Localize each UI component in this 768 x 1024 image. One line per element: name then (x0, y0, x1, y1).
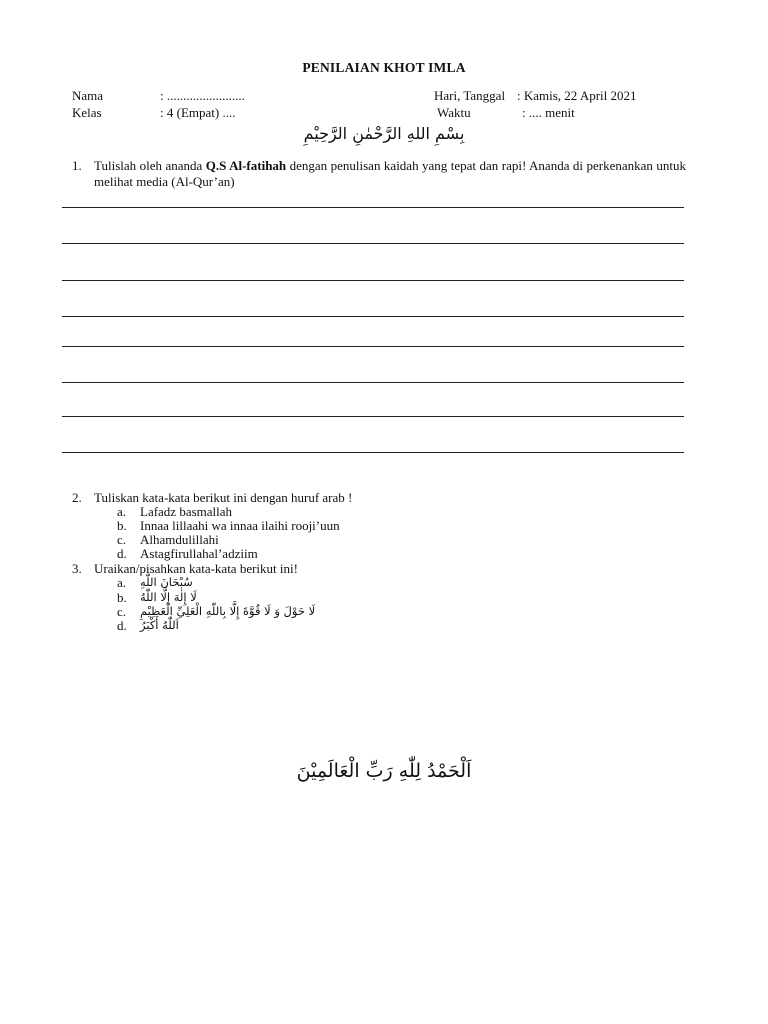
arabic-text: سُبْحَانَ اللّٰهِ (140, 575, 193, 589)
writing-line (62, 316, 684, 317)
writing-line (62, 346, 684, 347)
list-letter: a. (117, 575, 127, 590)
question-1-text-bold: Q.S Al-fatihah (205, 158, 287, 173)
question-1 (72, 158, 686, 190)
question-1-text (94, 158, 686, 190)
question-1-text-start: Tulislah oleh ananda (94, 158, 206, 173)
writing-line (62, 416, 684, 417)
kelas-value: : 4 (Empat) .... (160, 105, 236, 120)
nama-label: Nama (72, 88, 104, 103)
waktu-label: Waktu (437, 105, 471, 120)
kelas-label: Kelas (72, 105, 102, 120)
bismillah: بِسْمِ اللهِ الرَّحْمٰنِ الرَّحِيْمِ (303, 124, 465, 143)
list-text: Innaa lillaahi wa innaa ilaihi rooji’uun (140, 518, 340, 533)
question-3-text: Uraikan/pisahkan kata-kata berikut ini! (94, 561, 298, 576)
writing-line (62, 280, 684, 281)
waktu-value: : .... menit (522, 105, 575, 120)
list-letter: b. (117, 518, 127, 533)
hari-tanggal-value: : Kamis, 22 April 2021 (517, 88, 637, 103)
closing-hamdalah: اَلْحَمْدُ لِلّٰهِ رَبِّ الْعَالَمِيْنَ (296, 760, 472, 782)
list-letter: b. (117, 590, 127, 605)
hari-tanggal-label: Hari, Tanggal (434, 88, 506, 103)
list-text: Astagfirullahal’adziim (140, 546, 258, 561)
page-title: PENILAIAN KHOT IMLA (302, 60, 466, 75)
writing-line (62, 452, 684, 453)
writing-line (62, 243, 684, 244)
list-text: Lafadz basmallah (140, 504, 233, 519)
list-text: Alhamdulillahi (140, 532, 219, 547)
question-1-number: 1. (72, 158, 82, 173)
arabic-text: اَللّٰهُ أَكْبَرُ (140, 618, 179, 632)
list-letter: a. (117, 504, 127, 519)
question-2-text: Tuliskan kata-kata berikut ini dengan huruf arab ! (94, 490, 353, 505)
writing-line (62, 382, 684, 383)
list-letter: c. (117, 532, 127, 547)
list-letter: d. (117, 618, 127, 633)
arabic-text: لَا حَوْلَ وَ لَا قُوَّةَ إِلَّا بِاللّٰهِ الْعَلِيِّ الْعَظِيْمِ (140, 604, 316, 618)
question-3-number: 3. (72, 561, 82, 576)
list-letter: d. (117, 546, 127, 561)
writing-line (62, 207, 684, 208)
question-1-text-end: dengan penulisan kaidah yang tepat dan rapi! Ananda di perkenankan untuk melihat media (Al-Qur’an) (94, 158, 687, 189)
nama-value: : ........................ (160, 88, 245, 103)
question-2-number: 2. (72, 490, 82, 505)
arabic-text: لَا إِلٰهَ إِلَّا اللّٰهُ (140, 590, 197, 604)
list-letter: c. (117, 604, 127, 619)
